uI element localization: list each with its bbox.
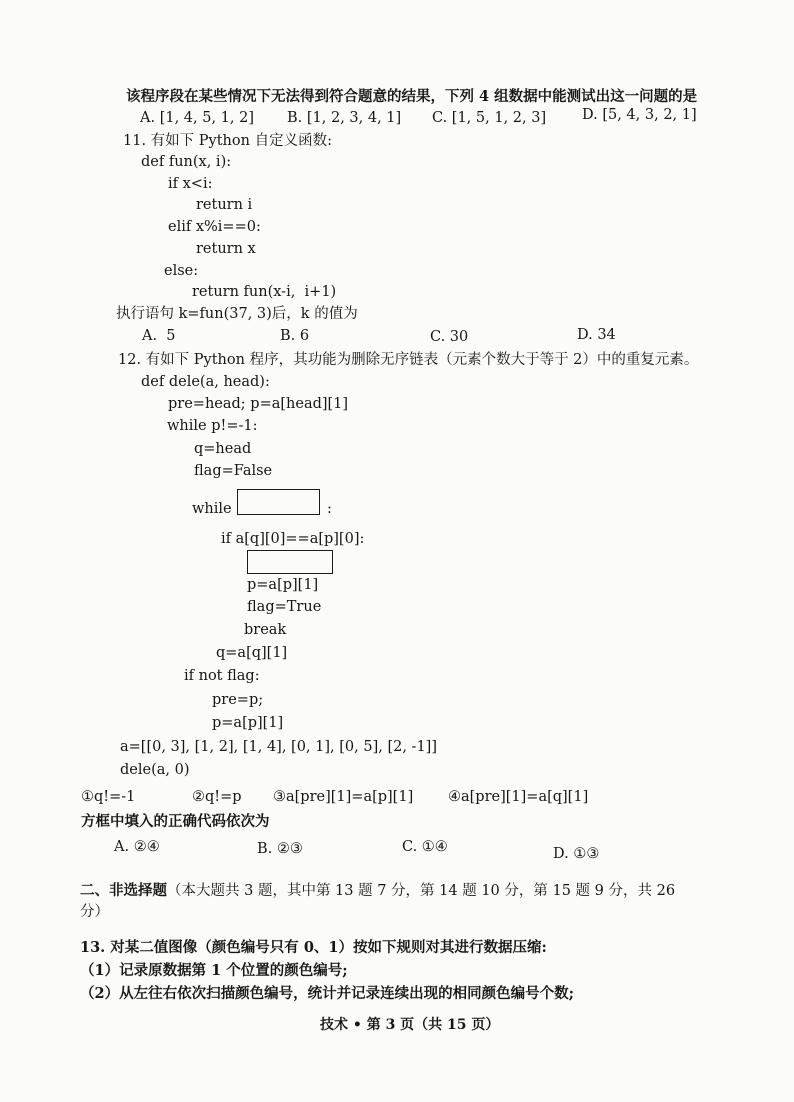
page-footer: 技术 • 第 3 页（共 15 页） — [320, 1017, 500, 1033]
q13-rule-1: （1）记录原数据第 1 个位置的颜色编号; — [80, 962, 348, 979]
q11-code-line: return x — [196, 241, 256, 257]
q13-rule-2: （2）从左往右依次扫描颜色编号，统计并记录连续出现的相同颜色编号个数; — [80, 985, 574, 1002]
q12-stem: 12. 有如下 Python 程序，其功能为删除无序链表（元素个数大于等于 2）中的重复元素。 — [118, 352, 699, 368]
q11-code-line: if x<i: — [168, 176, 213, 192]
q10-option-d: D. [5, 4, 3, 2, 1] — [582, 107, 697, 123]
q12-option-b: B. ②③ — [257, 841, 303, 857]
q12-choice-3: ③a[pre][1]=a[p][1] — [273, 789, 414, 805]
q10-option-a: A. [1, 4, 5, 1, 2] — [140, 110, 255, 126]
q11-stem: 11. 有如下 Python 自定义函数: — [123, 133, 332, 149]
q11-code-line: return i — [196, 197, 253, 213]
q12-code-line: p=a[p][1] — [247, 577, 319, 593]
q11-option-d: D. 34 — [577, 327, 616, 343]
q11-code-line: else: — [164, 263, 199, 279]
q12-code-line: pre=head; p=a[head][1] — [168, 396, 349, 412]
q12-code-line: while — [192, 501, 232, 517]
q12-option-d: D. ①③ — [553, 846, 600, 862]
q12-code-line: while p!=-1: — [167, 418, 258, 434]
q12-code-line: q=a[q][1] — [216, 645, 288, 661]
q12-code-line: if not flag: — [184, 668, 260, 684]
q12-code-colon: : — [327, 501, 332, 517]
q12-code-line: pre=p; — [212, 692, 264, 708]
section-heading — [80, 882, 675, 900]
q11-question: 执行语句 k=fun(37, 3)后，k 的值为 — [116, 306, 358, 322]
q11-code-line: def fun(x, i): — [141, 154, 232, 170]
q10-option-b: B. [1, 2, 3, 4, 1] — [287, 110, 402, 126]
q10-stem: 该程序段在某些情况下无法得到符合题意的结果，下列 4 组数据中能测试出这一问题的是 — [126, 88, 698, 105]
q12-code-line: p=a[p][1] — [212, 715, 284, 731]
section-description-cont: 分） — [80, 904, 109, 920]
q12-code-line: def dele(a, head): — [141, 374, 270, 390]
q11-option-a: A. 5 — [142, 328, 176, 344]
q12-code-line: q=head — [194, 441, 252, 457]
q12-code-line: flag=False — [194, 463, 273, 479]
q12-option-c: C. ①④ — [402, 839, 448, 855]
q12-choice-1: ①q!=-1 — [81, 789, 136, 805]
q12-code-line: flag=True — [247, 599, 322, 615]
q10-option-c: C. [1, 5, 1, 2, 3] — [432, 110, 547, 126]
q12-option-a: A. ②④ — [114, 839, 160, 855]
answer-blank-box-2[interactable] — [247, 550, 333, 574]
q12-choice-4: ④a[pre][1]=a[q][1] — [448, 789, 589, 805]
answer-blank-box-1[interactable] — [237, 489, 320, 515]
q12-code-line: dele(a, 0) — [120, 762, 190, 778]
q11-option-b: B. 6 — [280, 328, 310, 344]
q12-code-line: a=[[0, 3], [1, 2], [1, 4], [0, 1], [0, 5], [2, -1]] — [120, 739, 437, 755]
q13-stem: 13. 对某二值图像（颜色编号只有 0、1）按如下规则对其进行数据压缩: — [80, 939, 547, 956]
q11-code-line: return fun(x-i, i+1) — [192, 284, 337, 300]
q12-code-line: break — [244, 622, 287, 638]
q12-question: 方框中填入的正确代码依次为 — [81, 813, 270, 830]
q12-choice-2: ②q!=p — [192, 789, 242, 805]
q12-code-line: if a[q][0]==a[p][0]: — [221, 531, 365, 547]
section-title: 二、非选择题 — [80, 882, 167, 899]
q11-code-line: elif x%i==0: — [168, 219, 261, 235]
q11-option-c: C. 30 — [430, 329, 469, 345]
section-description: （本大题共 3 题，其中第 13 题 7 分，第 14 题 10 分，第 15 题 9 分，共 26 — [167, 883, 676, 899]
